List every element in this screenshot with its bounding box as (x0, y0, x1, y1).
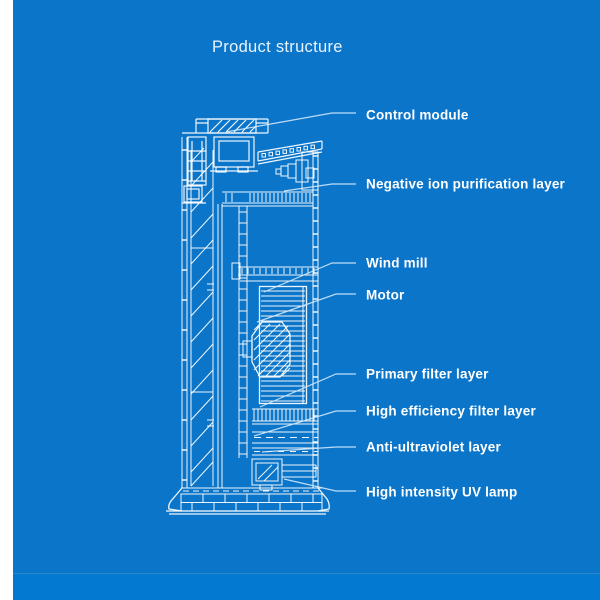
base-part (166, 488, 329, 514)
part-label-control-module: Control module (366, 107, 469, 123)
negative-ion-part (258, 141, 322, 190)
part-label-anti-ultraviolet: Anti-ultraviolet layer (366, 439, 501, 455)
perforated-plate (222, 192, 313, 206)
leader-lines (226, 113, 356, 491)
primary-filter-part (252, 409, 318, 424)
part-label-primary-filter: Primary filter layer (366, 366, 489, 382)
part-label-uv-lamp: High intensity UV lamp (366, 484, 518, 500)
part-label-negative-ion: Negative ion purification layer (366, 176, 565, 192)
uv-lamp-part (252, 459, 316, 490)
motor-part (243, 322, 290, 377)
wind-mill-part (260, 287, 307, 404)
part-label-motor: Motor (366, 287, 405, 303)
control-module-part (182, 119, 268, 203)
part-label-wind-mill: Wind mill (366, 255, 428, 271)
page-title: Product structure (212, 38, 343, 56)
leader-negative-ion (284, 184, 356, 191)
leader-uv-lamp (284, 479, 356, 491)
part-label-high-efficiency-filter: High efficiency filter layer (366, 403, 536, 419)
